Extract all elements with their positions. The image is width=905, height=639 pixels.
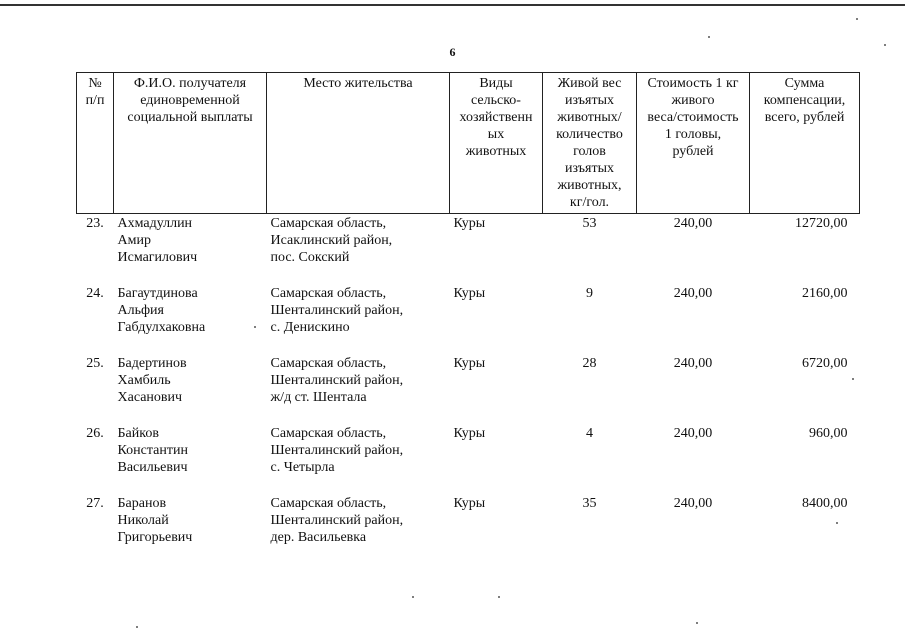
recipient-name: Багаутдинова Альфия Габдулхаковна [117,286,206,335]
compensation-total: 6720,00 [802,356,848,371]
scan-speck [884,44,886,46]
unit-price: 240,00 [673,286,713,301]
compensation-total: 2160,00 [802,286,848,301]
residence: Самарская область, Исаклинский район, пос. Сокский [270,216,393,265]
recipient-name: Бадертинов Хамбиль Хасанович [117,356,187,405]
scan-speck [136,626,138,628]
scan-speck [254,326,256,328]
unit-price: 240,00 [673,426,713,441]
row-number: 24. [86,286,104,301]
table-row [77,423,860,493]
recipient-name: Ахмадуллин Амир Исмагилович [117,216,198,265]
animal-type: Куры [453,356,486,371]
scan-speck [708,36,710,38]
compensation-total: 8400,00 [802,496,848,511]
scan-speck [856,18,858,20]
live-weight-quantity: 53 [582,216,597,231]
animal-type: Куры [453,216,486,231]
header-live-weight: Живой вес изъятых животных/ количество голов изъятых животных, кг/гол. [543,73,637,214]
residence: Самарская область, Шенталинский район, ж/д ст. Шентала [270,356,404,405]
scan-speck [696,622,698,624]
residence: Самарская область, Шенталинский район, с. Денискино [270,286,404,335]
table-header-row [77,73,860,214]
header-unit-price: Стоимость 1 кг живого веса/стоимость 1 головы, рублей [637,73,750,214]
live-weight-quantity: 28 [582,356,597,371]
unit-price: 240,00 [673,216,713,231]
header-animal-type: Виды сельско- хозяйственн ых животных [450,73,543,214]
page-number: 6 [449,45,456,59]
scan-edge-line [0,4,905,6]
recipient-name: Байков Константин Васильевич [117,426,188,475]
unit-price: 240,00 [673,356,713,371]
residence: Самарская область, Шенталинский район, с. Четырла [270,426,404,475]
scan-speck [412,596,414,598]
compensation-total: 960,00 [809,426,848,441]
row-number: 27. [86,496,104,511]
live-weight-quantity: 4 [586,426,593,441]
row-number: 23. [86,216,104,231]
animal-type: Куры [453,496,486,511]
table-row [77,493,860,563]
scan-speck [852,378,854,380]
scan-speck [498,596,500,598]
unit-price: 240,00 [673,496,713,511]
residence: Самарская область, Шенталинский район, дер. Васильевка [270,496,404,545]
table-row [77,214,860,284]
animal-type: Куры [453,286,486,301]
header-compensation-total: Сумма компенсации, всего, рублей [750,73,860,214]
scan-speck [836,522,838,524]
live-weight-quantity: 9 [586,286,593,301]
animal-type: Куры [453,426,486,441]
live-weight-quantity: 35 [582,496,597,511]
recipient-name: Баранов Николай Григорьевич [117,496,193,545]
header-number: № п/п [77,73,114,214]
row-number: 26. [86,426,104,441]
compensation-total: 12720,00 [795,216,848,231]
row-number: 25. [86,356,104,371]
header-residence: Место жительства [267,73,450,214]
table-row [77,283,860,353]
compensation-table [76,72,860,563]
table-row [77,353,860,423]
header-recipient-name: Ф.И.О. получателя единовременной социальной выплаты [114,73,267,214]
